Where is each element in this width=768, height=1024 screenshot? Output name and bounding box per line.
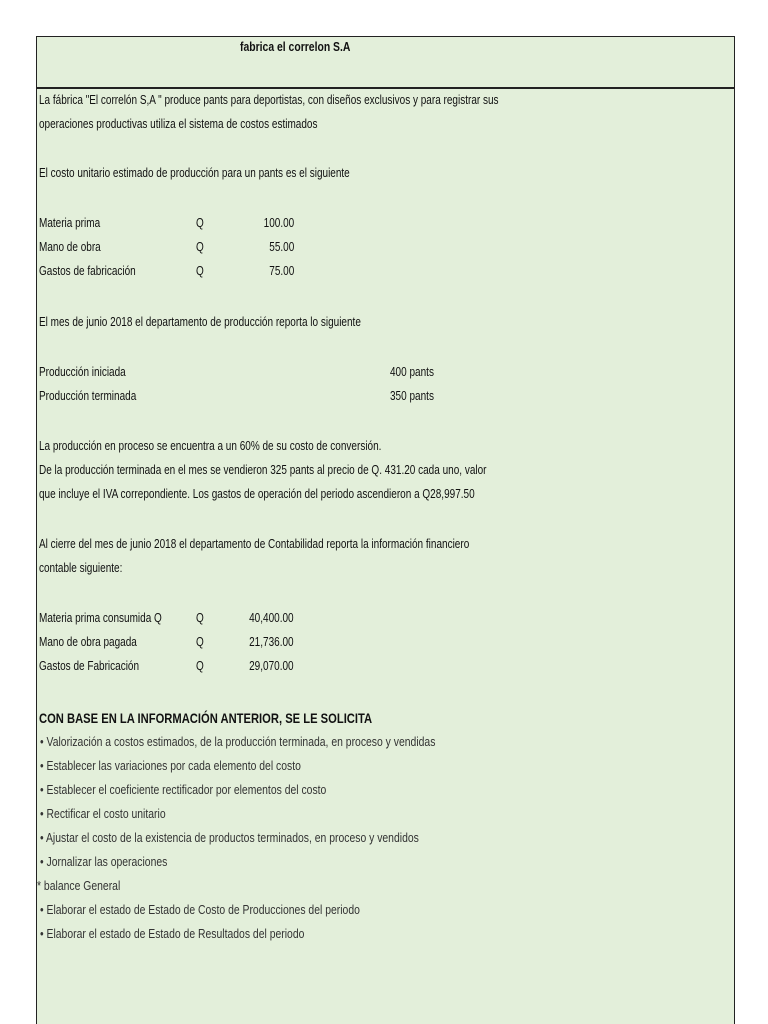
unit-cost-amount: 100.00: [263, 216, 294, 230]
actual-cost-row: [39, 610, 729, 626]
accounting-line: Al cierre del mes de junio 2018 el departamento de Contabilidad reporta la información financiero: [39, 537, 470, 551]
actual-cost-amount: 29,070.00: [249, 659, 294, 673]
actual-cost-label: Materia prima consumida Q: [39, 611, 162, 625]
production-row: [39, 364, 729, 380]
request-item: • Valorización a costos estimados, de la producción terminada, en proceso y vendidas: [40, 734, 436, 749]
actual-cost-row: [39, 634, 729, 650]
unit-cost-amount: 75.00: [268, 264, 294, 278]
actual-cost-amount: 40,400.00: [249, 611, 294, 625]
accounting-line: contable siguiente:: [39, 561, 123, 575]
request-heading: CON BASE EN LA INFORMACIÓN ANTERIOR, SE LE SOLICITA: [39, 710, 373, 726]
currency-symbol: Q: [196, 240, 204, 254]
spreadsheet-sheet: [36, 36, 735, 1024]
production-label: Producción terminada: [39, 389, 137, 403]
request-item: • Establecer el coeficiente rectificador por elementos del costo: [40, 782, 327, 797]
request-item: • Elaborar el estado de Estado de Resultados del periodo: [40, 926, 305, 941]
currency-symbol: Q: [196, 216, 204, 230]
unit-cost-row: [39, 239, 729, 255]
actual-cost-label: Mano de obra pagada: [39, 635, 137, 649]
process-line: De la producción terminada en el mes se vendieron 325 pants al precio de Q. 431.20 cada uno, valor: [39, 463, 487, 477]
unit-cost-label: Mano de obra: [39, 240, 101, 254]
production-unit: pants: [409, 365, 434, 379]
intro-line-2: operaciones productivas utiliza el sistema de costos estimados: [39, 117, 318, 131]
title-divider: [37, 87, 734, 89]
document-title: fabrica el correlon S.A: [240, 39, 351, 54]
production-unit: pants: [409, 389, 434, 403]
intro-line-1: La fábrica "El correlón S,A " produce pants para deportistas, con diseños exclusivos y para registrar sus: [39, 93, 499, 107]
process-line: La producción en proceso se encuentra a un 60% de su costo de conversión.: [39, 439, 382, 453]
request-item: • Rectificar el costo unitario: [40, 806, 166, 821]
currency-symbol: Q: [196, 264, 204, 278]
request-item: • Elaborar el estado de Estado de Costo de Producciones del periodo: [40, 902, 360, 917]
request-item: • Ajustar el costo de la existencia de productos terminados, en proceso y vendidos: [40, 830, 419, 845]
currency-symbol: Q: [196, 659, 204, 673]
production-label: Producción iniciada: [39, 365, 126, 379]
actual-cost-amount: 21,736.00: [249, 635, 294, 649]
unit-cost-label: Gastos de fabricación: [39, 264, 136, 278]
process-line: que incluye el IVA correpondiente. Los gastos de operación del periodo ascendieron a Q28,997.50: [39, 487, 475, 501]
unit-cost-row: [39, 263, 729, 279]
actual-cost-label: Gastos de Fabricación: [39, 659, 140, 673]
unit-cost-label: Materia prima: [39, 216, 101, 230]
currency-symbol: Q: [196, 635, 204, 649]
june-heading: El mes de junio 2018 el departamento de producción reporta lo siguiente: [39, 315, 361, 329]
production-qty: 350: [390, 389, 407, 403]
actual-cost-row: [39, 658, 729, 674]
request-item: • Establecer las variaciones por cada elemento del costo: [40, 758, 301, 773]
unit-cost-row: [39, 215, 729, 231]
unit-cost-heading: El costo unitario estimado de producción para un pants es el siguiente: [39, 166, 350, 180]
production-qty: 400: [390, 365, 407, 379]
unit-cost-amount: 55.00: [268, 240, 294, 254]
production-row: [39, 388, 729, 404]
currency-symbol: Q: [196, 611, 204, 625]
request-item: * balance General: [37, 878, 121, 893]
request-item: • Jornalizar las operaciones: [40, 854, 168, 869]
